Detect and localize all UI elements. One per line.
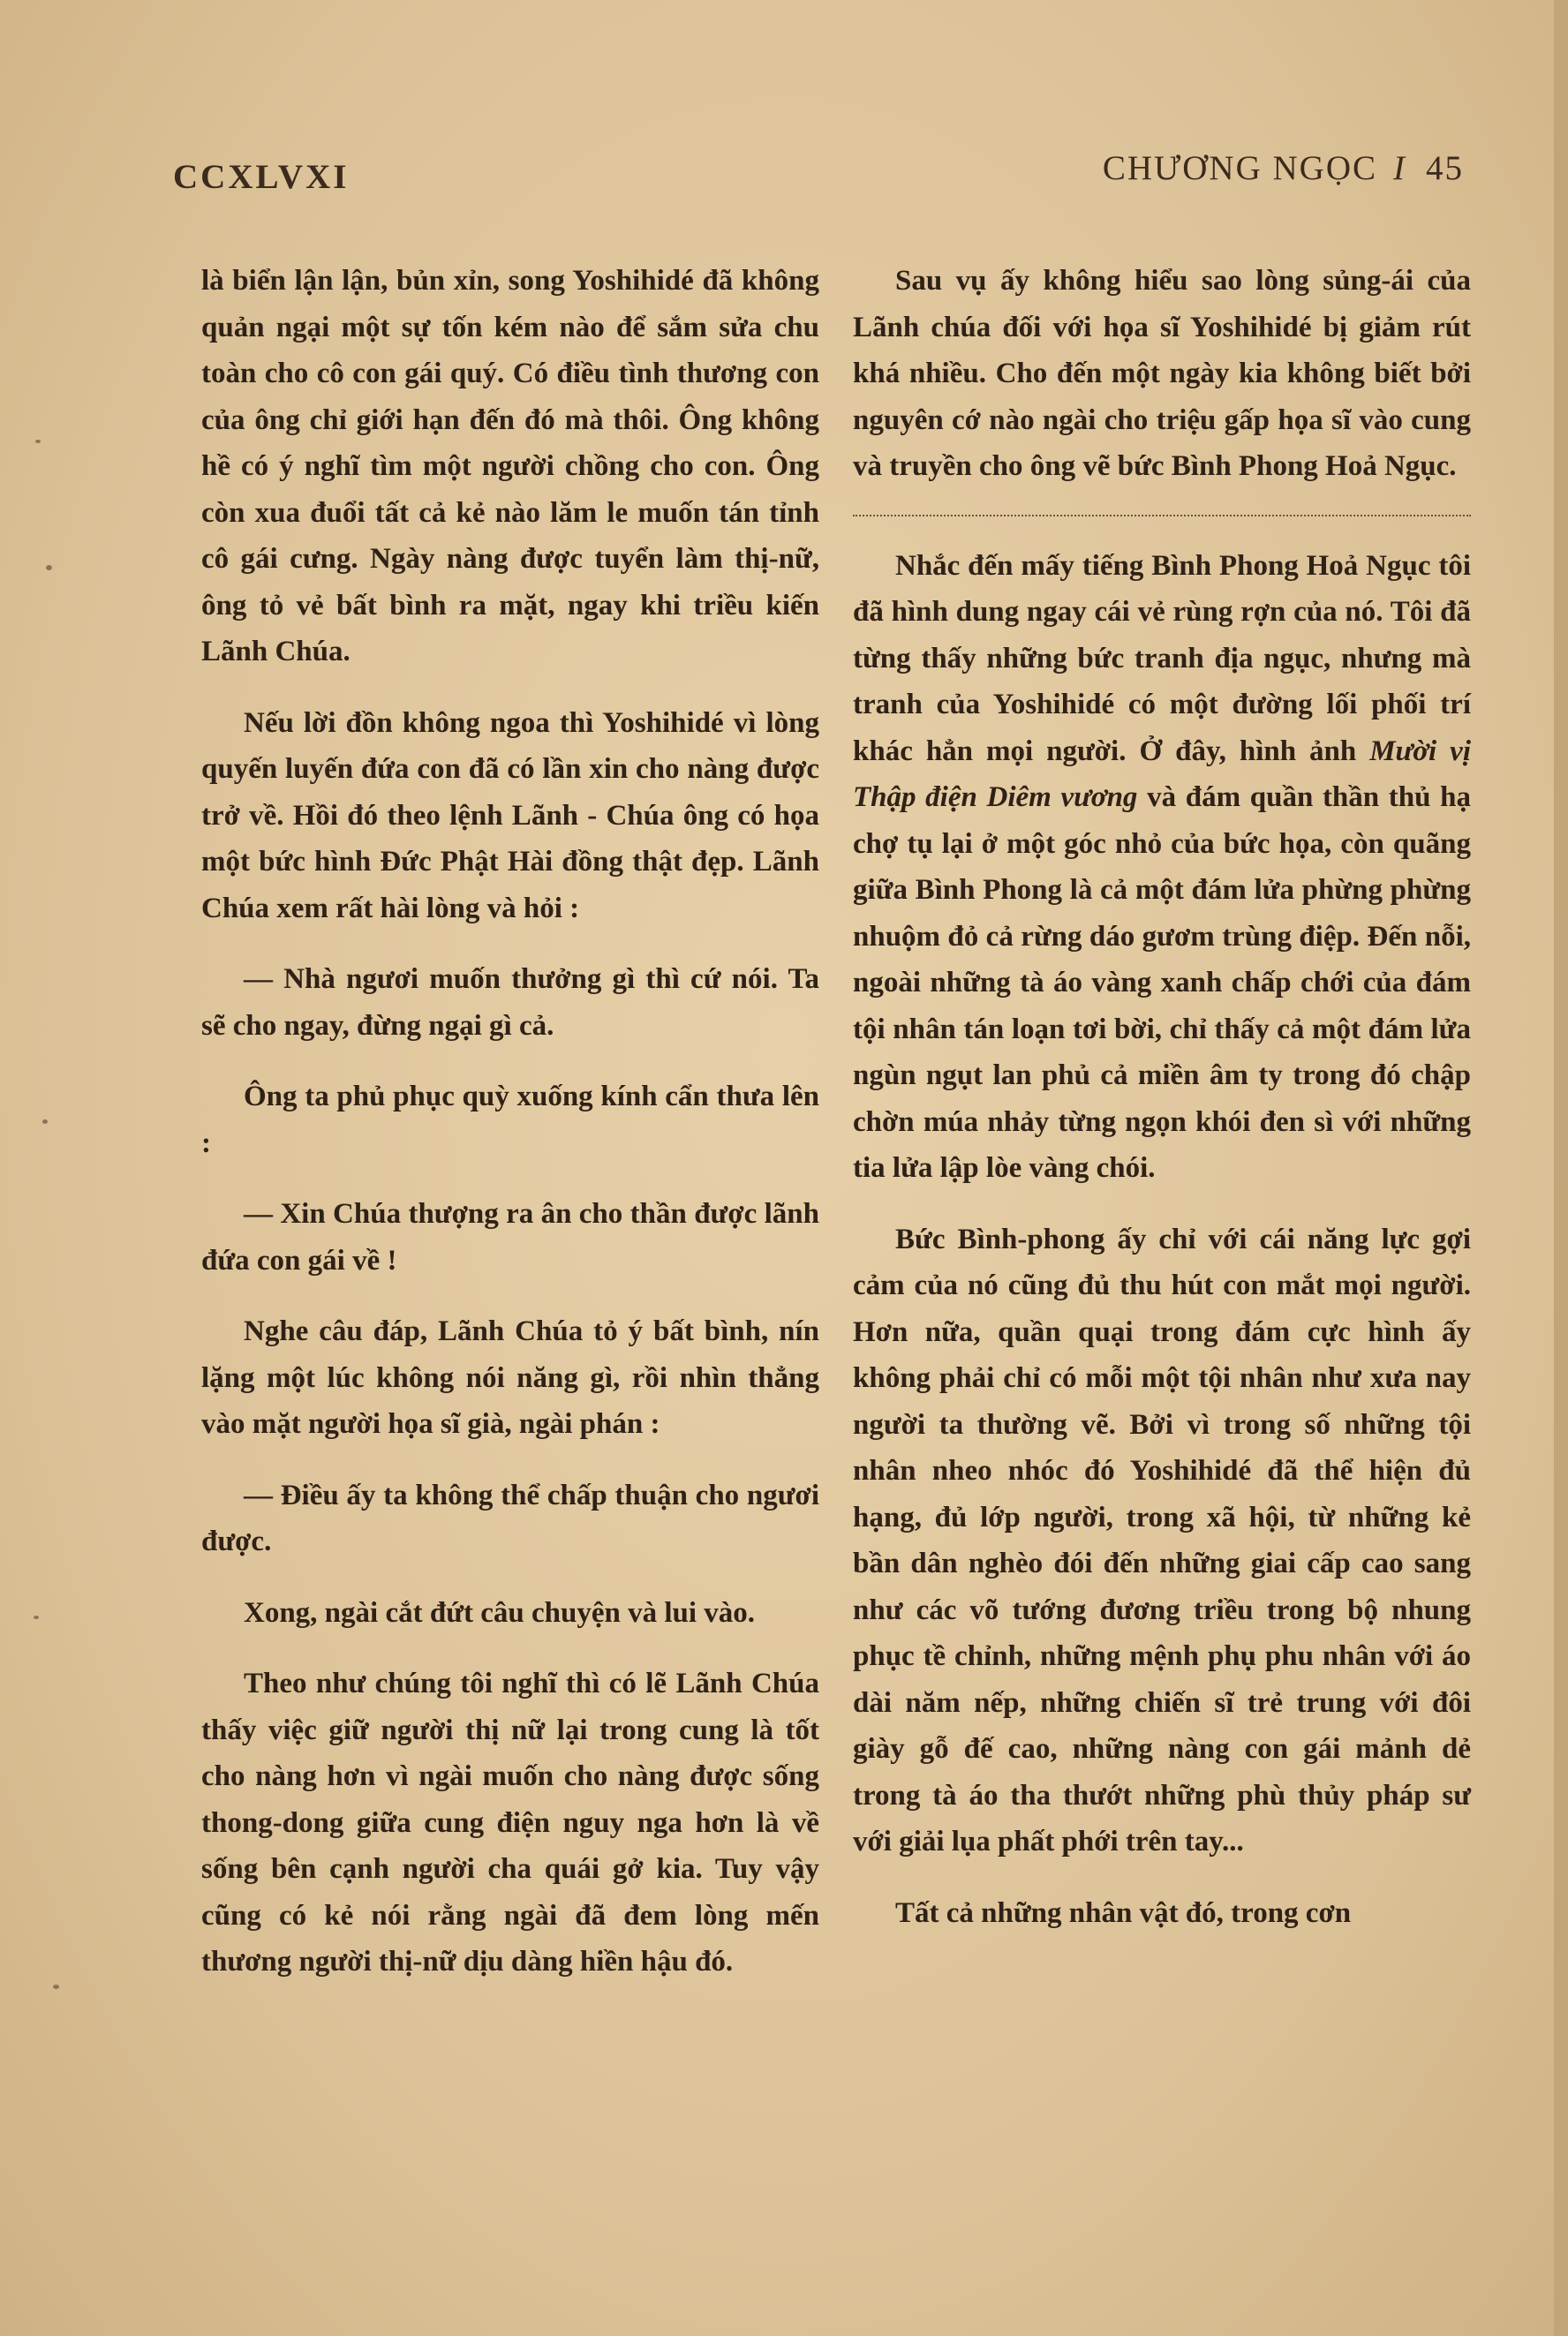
dialogue-line: — Nhà ngươi muốn thưởng gì thì cứ nói. Ta sẽ cho ngay, đừng ngại gì cả.: [201, 963, 819, 1042]
right-column: [853, 258, 1471, 1961]
page-number: 45: [1426, 149, 1464, 187]
dialogue-line: — Điều ấy ta không thể chấp thuận cho ngươi được.: [201, 1479, 819, 1557]
paper-speck: [46, 565, 52, 570]
dialogue-line: — Xin Chúa thượng ra ân cho thần được lãnh đứa con gái về !: [201, 1198, 819, 1277]
paragraph: [853, 543, 1471, 1192]
paragraph: Nghe câu đáp, Lãnh Chúa tỏ ý bất bình, nín lặng một lúc không nói năng gì, rồi nhìn thẳng vào mặt người họa sĩ già, ngài phán :: [201, 1315, 819, 1440]
left-column: [201, 258, 819, 2010]
paper-speck: [53, 1985, 59, 1989]
paragraph: Sau vụ ấy không hiểu sao lòng sủng-ái của Lãnh chúa đối với họa sĩ Yoshihidé bị giảm rút khá nhiều. Cho đến một ngày kia không biết bởi nguyên cớ nào ngài cho triệu gấp họa sĩ vào cung và truyền cho ông vẽ bức Bình Phong Hoả Ngục.: [853, 265, 1471, 482]
paragraph: là biển lận lận, bủn xỉn, song Yoshihidé đã không quản ngại một sự tốn kém nào để sắm sửa chu toàn cho cô con gái quý. Có điều tình thương con của ông chỉ giới hạn đến đó mà thôi. Ông không hề có ý nghĩ tìm một người chồng cho con. Ông còn xua đuổi tất cả kẻ nào lăm le muốn tán tỉnh cô gái cưng. Ngày nàng được tuyển làm thị-nữ, ông tỏ vẻ bất bình ra mặt, ngay khi triều kiến Lãnh Chúa.: [201, 265, 819, 667]
paragraph: Theo như chúng tôi nghĩ thì có lẽ Lãnh Chúa thấy việc giữ người thị nữ lại trong cung là tốt cho nàng hơn vì ngài muốn cho nàng được sống thong-dong giữa cung điện nguy nga hơn là về sống bên cạnh người cha quái gở kia. Tuy vậy cũng có kẻ nói rằng ngài đã đem lòng mến thương người thị-nữ dịu dàng hiền hậu đó.: [201, 1668, 819, 1978]
paragraph-text: Nhắc đến mấy tiếng Bình Phong Hoả Ngục tôi đã hình dung ngay cái vẻ rùng rợn của nó. Tôi đã từng thấy những bức tranh địa ngục, nhưng mà tranh của Yoshihidé có một đường lối phối trí khác hẳn mọi người. Ở đây, hình ảnh: [853, 549, 1471, 767]
paper-speck: [42, 1119, 48, 1124]
paragraph-text: và đám quần thần thủ hạ chợ tụ lại ở một góc nhỏ của bức họa, còn quãng giữa Bình Phong là cả một đám lửa phừng phừng nhuộm đỏ cả rừng dáo gươm trùng điệp. Đến nỗi, ngoài những tà áo vàng xanh chấp chới của đám tội nhân tán loạn tơi bời, chỉ thấy cả một đám lửa ngùn ngụt lan phủ cả miền âm ty trong đó chập chờn múa nhảy từng ngọn khói đen sì với những tia lửa lập lòe vàng chói.: [853, 781, 1471, 1184]
running-head-left: CCXLVXI: [173, 158, 350, 196]
running-head-right: [1103, 148, 1464, 188]
section-divider: [853, 515, 1471, 516]
paragraph: Xong, ngài cắt đứt câu chuyện và lui vào.: [244, 1596, 756, 1629]
paragraph: Bức Bình-phong ấy chỉ với cái năng lực gợi cảm của nó cũng đủ thu hút con mắt mọi người. Hơn nữa, quần quại trong đám cực hình ấy không phải chỉ có mỗi một tội nhân như xưa nay người ta thường vẽ. Bởi vì trong số những tội nhân nheo nhóc đó Yoshihidé đã thể hiện đủ hạng, đủ lớp người, trong xã hội, từ những kẻ bần dân nghèo đói đến những giai cấp cao sang như các võ tướng đương triều trong bộ nhung phục tề chỉnh, những mệnh phụ phu nhân với áo dài năm nếp, những chiến sĩ trẻ trung với đôi giày gỗ đế cao, những nàng con gái mảnh dẻ trong tà áo tha thướt những phù thủy pháp sư với giải lụa phất phới trên tay...: [853, 1223, 1471, 1857]
page-edge: [1554, 0, 1568, 2336]
chapter-title: CHƯƠNG NGỌC: [1102, 149, 1377, 187]
paragraph: Tất cả những nhân vật đó, trong cơn: [895, 1896, 1352, 1929]
paper-speck: [35, 440, 41, 443]
header-separator: I: [1393, 149, 1406, 187]
paragraph: Ông ta phủ phục quỳ xuống kính cẩn thưa lên :: [201, 1081, 819, 1159]
italic-title: Mười vị Thập điện Diêm vương: [853, 735, 1471, 813]
paragraph: Nếu lời đồn không ngoa thì Yoshihidé vì lòng quyến luyến đứa con đã có lần xin cho nàng được trở về. Hồi đó theo lệnh Lãnh - Chúa ông có họa một bức hình Đức Phật Hài đồng thật đẹp. Lãnh Chúa xem rất hài lòng và hỏi :: [201, 706, 819, 924]
paper-speck: [34, 1616, 39, 1619]
